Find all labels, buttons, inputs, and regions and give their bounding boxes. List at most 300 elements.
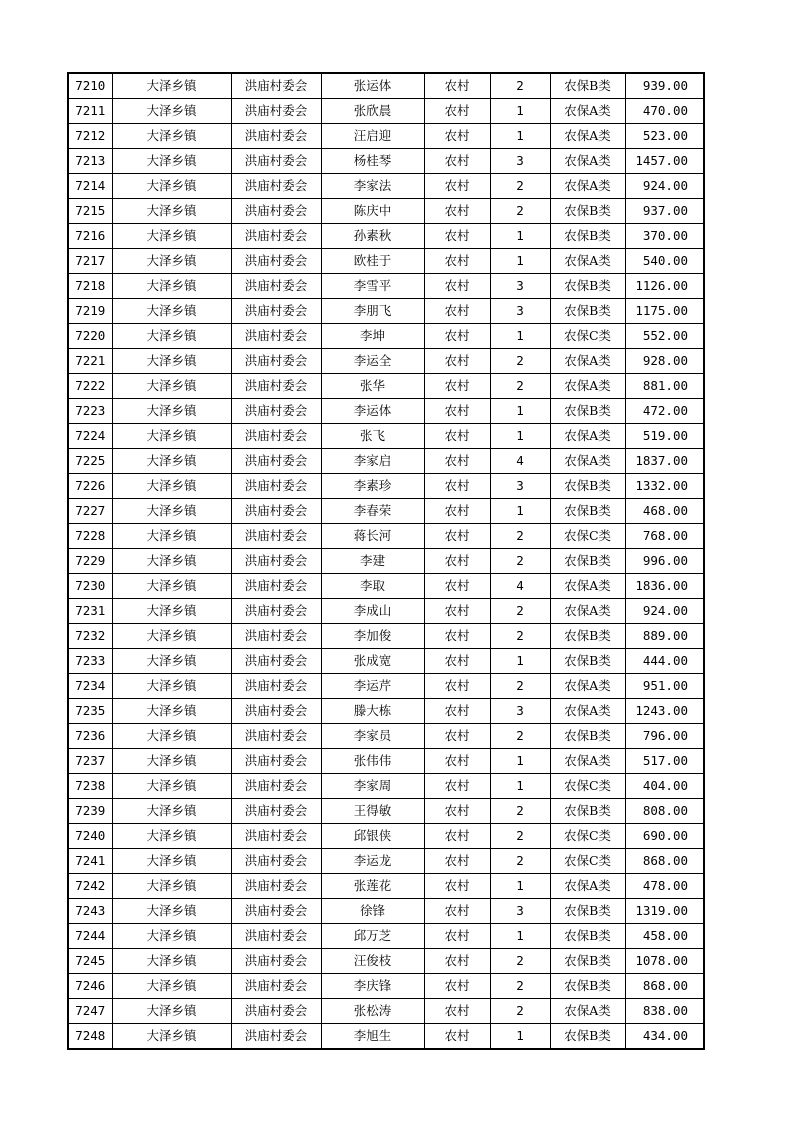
cell-area-type: 农村 (424, 549, 490, 574)
cell-town: 大泽乡镇 (112, 949, 231, 974)
cell-amount: 924.00 (625, 174, 704, 199)
cell-insurance-category: 农保C类 (550, 849, 625, 874)
table-row (68, 374, 704, 399)
cell-area-type: 农村 (424, 974, 490, 999)
cell-amount: 540.00 (625, 249, 704, 274)
cell-name: 张松涛 (321, 999, 424, 1024)
cell-amount: 1126.00 (625, 274, 704, 299)
cell-record-id: 7232 (68, 624, 112, 649)
table-row (68, 324, 704, 349)
cell-record-id: 7242 (68, 874, 112, 899)
cell-household-count: 2 (490, 974, 550, 999)
cell-area-type: 农村 (424, 949, 490, 974)
cell-household-count: 3 (490, 899, 550, 924)
table-row (68, 824, 704, 849)
cell-name: 李庆锋 (321, 974, 424, 999)
cell-amount: 690.00 (625, 824, 704, 849)
cell-name: 蒋长河 (321, 524, 424, 549)
cell-area-type: 农村 (424, 73, 490, 99)
cell-town: 大泽乡镇 (112, 299, 231, 324)
cell-household-count: 3 (490, 149, 550, 174)
cell-name: 李家启 (321, 449, 424, 474)
table-row (68, 674, 704, 699)
cell-village-committee: 洪庙村委会 (231, 649, 321, 674)
cell-area-type: 农村 (424, 199, 490, 224)
cell-area-type: 农村 (424, 724, 490, 749)
cell-name: 滕大栋 (321, 699, 424, 724)
cell-amount: 951.00 (625, 674, 704, 699)
cell-household-count: 2 (490, 824, 550, 849)
cell-amount: 1175.00 (625, 299, 704, 324)
cell-insurance-category: 农保B类 (550, 224, 625, 249)
cell-record-id: 7234 (68, 674, 112, 699)
cell-amount: 796.00 (625, 724, 704, 749)
cell-household-count: 1 (490, 399, 550, 424)
cell-village-committee: 洪庙村委会 (231, 524, 321, 549)
cell-village-committee: 洪庙村委会 (231, 449, 321, 474)
cell-record-id: 7228 (68, 524, 112, 549)
cell-town: 大泽乡镇 (112, 724, 231, 749)
cell-name: 李加俊 (321, 624, 424, 649)
cell-name: 张飞 (321, 424, 424, 449)
cell-name: 李运芹 (321, 674, 424, 699)
cell-town: 大泽乡镇 (112, 674, 231, 699)
cell-household-count: 1 (490, 324, 550, 349)
cell-village-committee: 洪庙村委会 (231, 324, 321, 349)
cell-insurance-category: 农保A类 (550, 574, 625, 599)
cell-area-type: 农村 (424, 424, 490, 449)
cell-town: 大泽乡镇 (112, 824, 231, 849)
cell-area-type: 农村 (424, 99, 490, 124)
cell-name: 李运体 (321, 399, 424, 424)
cell-household-count: 2 (490, 374, 550, 399)
cell-town: 大泽乡镇 (112, 174, 231, 199)
table-row (68, 749, 704, 774)
table-row (68, 524, 704, 549)
cell-insurance-category: 农保C类 (550, 324, 625, 349)
cell-amount: 523.00 (625, 124, 704, 149)
cell-amount: 517.00 (625, 749, 704, 774)
cell-name: 张莲花 (321, 874, 424, 899)
cell-name: 李雪平 (321, 274, 424, 299)
cell-amount: 444.00 (625, 649, 704, 674)
table-row (68, 899, 704, 924)
table-row (68, 924, 704, 949)
cell-insurance-category: 农保B类 (550, 724, 625, 749)
cell-household-count: 3 (490, 474, 550, 499)
roster-table (67, 72, 705, 1050)
cell-insurance-category: 农保B类 (550, 499, 625, 524)
cell-village-committee: 洪庙村委会 (231, 199, 321, 224)
table-row (68, 499, 704, 524)
cell-record-id: 7227 (68, 499, 112, 524)
cell-amount: 552.00 (625, 324, 704, 349)
cell-insurance-category: 农保B类 (550, 624, 625, 649)
cell-town: 大泽乡镇 (112, 374, 231, 399)
cell-village-committee: 洪庙村委会 (231, 624, 321, 649)
cell-amount: 519.00 (625, 424, 704, 449)
cell-household-count: 1 (490, 249, 550, 274)
cell-name: 李取 (321, 574, 424, 599)
cell-insurance-category: 农保B类 (550, 274, 625, 299)
table-row (68, 1024, 704, 1050)
cell-village-committee: 洪庙村委会 (231, 299, 321, 324)
cell-record-id: 7211 (68, 99, 112, 124)
cell-record-id: 7210 (68, 73, 112, 99)
cell-record-id: 7229 (68, 549, 112, 574)
cell-name: 汪俊枝 (321, 949, 424, 974)
cell-town: 大泽乡镇 (112, 124, 231, 149)
cell-area-type: 农村 (424, 299, 490, 324)
cell-insurance-category: 农保B类 (550, 799, 625, 824)
cell-amount: 838.00 (625, 999, 704, 1024)
cell-town: 大泽乡镇 (112, 499, 231, 524)
cell-record-id: 7213 (68, 149, 112, 174)
cell-village-committee: 洪庙村委会 (231, 174, 321, 199)
cell-village-committee: 洪庙村委会 (231, 149, 321, 174)
cell-household-count: 3 (490, 299, 550, 324)
table-row (68, 649, 704, 674)
table-row (68, 249, 704, 274)
cell-name: 李成山 (321, 599, 424, 624)
cell-household-count: 4 (490, 574, 550, 599)
cell-area-type: 农村 (424, 474, 490, 499)
cell-town: 大泽乡镇 (112, 649, 231, 674)
table-row (68, 549, 704, 574)
cell-record-id: 7218 (68, 274, 112, 299)
cell-household-count: 2 (490, 199, 550, 224)
cell-area-type: 农村 (424, 699, 490, 724)
cell-area-type: 农村 (424, 274, 490, 299)
table-row (68, 449, 704, 474)
cell-village-committee: 洪庙村委会 (231, 499, 321, 524)
cell-amount: 889.00 (625, 624, 704, 649)
cell-insurance-category: 农保B类 (550, 899, 625, 924)
cell-amount: 404.00 (625, 774, 704, 799)
cell-village-committee: 洪庙村委会 (231, 599, 321, 624)
cell-area-type: 农村 (424, 499, 490, 524)
cell-village-committee: 洪庙村委会 (231, 924, 321, 949)
cell-amount: 868.00 (625, 974, 704, 999)
cell-record-id: 7239 (68, 799, 112, 824)
cell-village-committee: 洪庙村委会 (231, 1024, 321, 1050)
cell-insurance-category: 农保B类 (550, 299, 625, 324)
cell-village-committee: 洪庙村委会 (231, 399, 321, 424)
cell-record-id: 7235 (68, 699, 112, 724)
cell-record-id: 7224 (68, 424, 112, 449)
cell-name: 孙素秋 (321, 224, 424, 249)
table-row (68, 849, 704, 874)
cell-village-committee: 洪庙村委会 (231, 824, 321, 849)
table-row (68, 624, 704, 649)
cell-town: 大泽乡镇 (112, 324, 231, 349)
cell-village-committee: 洪庙村委会 (231, 749, 321, 774)
cell-record-id: 7219 (68, 299, 112, 324)
cell-record-id: 7212 (68, 124, 112, 149)
cell-area-type: 农村 (424, 749, 490, 774)
cell-town: 大泽乡镇 (112, 749, 231, 774)
cell-household-count: 1 (490, 424, 550, 449)
cell-household-count: 4 (490, 449, 550, 474)
cell-village-committee: 洪庙村委会 (231, 974, 321, 999)
table-row (68, 774, 704, 799)
cell-household-count: 3 (490, 274, 550, 299)
table-row (68, 424, 704, 449)
cell-town: 大泽乡镇 (112, 799, 231, 824)
cell-household-count: 2 (490, 724, 550, 749)
table-row (68, 974, 704, 999)
cell-amount: 1078.00 (625, 949, 704, 974)
cell-town: 大泽乡镇 (112, 574, 231, 599)
cell-insurance-category: 农保A类 (550, 349, 625, 374)
table-row (68, 349, 704, 374)
cell-household-count: 3 (490, 699, 550, 724)
cell-town: 大泽乡镇 (112, 524, 231, 549)
cell-name: 李家法 (321, 174, 424, 199)
cell-town: 大泽乡镇 (112, 924, 231, 949)
table-row (68, 699, 704, 724)
cell-household-count: 2 (490, 599, 550, 624)
cell-name: 李运全 (321, 349, 424, 374)
table-row (68, 574, 704, 599)
cell-household-count: 1 (490, 124, 550, 149)
cell-insurance-category: 农保B类 (550, 649, 625, 674)
cell-insurance-category: 农保C类 (550, 524, 625, 549)
cell-amount: 996.00 (625, 549, 704, 574)
table-row (68, 299, 704, 324)
cell-record-id: 7221 (68, 349, 112, 374)
cell-name: 汪启迎 (321, 124, 424, 149)
cell-town: 大泽乡镇 (112, 474, 231, 499)
cell-amount: 924.00 (625, 599, 704, 624)
cell-amount: 1836.00 (625, 574, 704, 599)
cell-name: 张欣晨 (321, 99, 424, 124)
table-row (68, 999, 704, 1024)
cell-village-committee: 洪庙村委会 (231, 774, 321, 799)
cell-town: 大泽乡镇 (112, 774, 231, 799)
cell-record-id: 7226 (68, 474, 112, 499)
cell-record-id: 7222 (68, 374, 112, 399)
cell-household-count: 1 (490, 774, 550, 799)
table-row (68, 399, 704, 424)
cell-area-type: 农村 (424, 124, 490, 149)
cell-town: 大泽乡镇 (112, 899, 231, 924)
table-row (68, 224, 704, 249)
cell-town: 大泽乡镇 (112, 974, 231, 999)
cell-name: 李家员 (321, 724, 424, 749)
cell-insurance-category: 农保A类 (550, 424, 625, 449)
cell-insurance-category: 农保B类 (550, 949, 625, 974)
cell-area-type: 农村 (424, 649, 490, 674)
cell-amount: 1243.00 (625, 699, 704, 724)
cell-amount: 470.00 (625, 99, 704, 124)
cell-insurance-category: 农保A类 (550, 699, 625, 724)
table-row (68, 724, 704, 749)
cell-record-id: 7237 (68, 749, 112, 774)
cell-area-type: 农村 (424, 1024, 490, 1050)
cell-name: 李坤 (321, 324, 424, 349)
cell-amount: 458.00 (625, 924, 704, 949)
cell-name: 张运体 (321, 73, 424, 99)
cell-record-id: 7245 (68, 949, 112, 974)
cell-record-id: 7238 (68, 774, 112, 799)
table-row (68, 599, 704, 624)
cell-amount: 937.00 (625, 199, 704, 224)
cell-village-committee: 洪庙村委会 (231, 124, 321, 149)
cell-name: 杨桂琴 (321, 149, 424, 174)
cell-record-id: 7236 (68, 724, 112, 749)
cell-amount: 434.00 (625, 1024, 704, 1050)
cell-amount: 928.00 (625, 349, 704, 374)
cell-amount: 768.00 (625, 524, 704, 549)
cell-area-type: 农村 (424, 849, 490, 874)
cell-insurance-category: 农保A类 (550, 599, 625, 624)
cell-household-count: 1 (490, 749, 550, 774)
cell-household-count: 1 (490, 1024, 550, 1050)
cell-village-committee: 洪庙村委会 (231, 549, 321, 574)
cell-town: 大泽乡镇 (112, 874, 231, 899)
cell-area-type: 农村 (424, 324, 490, 349)
cell-name: 李建 (321, 549, 424, 574)
cell-household-count: 2 (490, 674, 550, 699)
cell-record-id: 7244 (68, 924, 112, 949)
cell-village-committee: 洪庙村委会 (231, 224, 321, 249)
cell-amount: 1837.00 (625, 449, 704, 474)
cell-record-id: 7241 (68, 849, 112, 874)
roster-body (68, 73, 704, 1049)
cell-village-committee: 洪庙村委会 (231, 949, 321, 974)
cell-area-type: 农村 (424, 149, 490, 174)
cell-household-count: 2 (490, 799, 550, 824)
cell-insurance-category: 农保A类 (550, 249, 625, 274)
cell-household-count: 1 (490, 924, 550, 949)
cell-name: 邱银侠 (321, 824, 424, 849)
cell-record-id: 7223 (68, 399, 112, 424)
cell-area-type: 农村 (424, 249, 490, 274)
cell-area-type: 农村 (424, 174, 490, 199)
cell-household-count: 2 (490, 549, 550, 574)
cell-insurance-category: 农保B类 (550, 974, 625, 999)
cell-record-id: 7214 (68, 174, 112, 199)
cell-village-committee: 洪庙村委会 (231, 374, 321, 399)
cell-town: 大泽乡镇 (112, 449, 231, 474)
cell-village-committee: 洪庙村委会 (231, 249, 321, 274)
cell-town: 大泽乡镇 (112, 624, 231, 649)
cell-town: 大泽乡镇 (112, 224, 231, 249)
table-row (68, 799, 704, 824)
cell-insurance-category: 农保A类 (550, 449, 625, 474)
cell-record-id: 7216 (68, 224, 112, 249)
cell-village-committee: 洪庙村委会 (231, 849, 321, 874)
cell-household-count: 2 (490, 949, 550, 974)
cell-town: 大泽乡镇 (112, 1024, 231, 1050)
cell-name: 李旭生 (321, 1024, 424, 1050)
table-row (68, 174, 704, 199)
cell-town: 大泽乡镇 (112, 99, 231, 124)
cell-area-type: 农村 (424, 524, 490, 549)
cell-village-committee: 洪庙村委会 (231, 474, 321, 499)
table-row (68, 199, 704, 224)
cell-insurance-category: 农保A类 (550, 674, 625, 699)
cell-record-id: 7217 (68, 249, 112, 274)
cell-name: 邱万芝 (321, 924, 424, 949)
table-row (68, 73, 704, 99)
cell-record-id: 7215 (68, 199, 112, 224)
cell-insurance-category: 农保A类 (550, 99, 625, 124)
cell-insurance-category: 农保B类 (550, 399, 625, 424)
cell-amount: 868.00 (625, 849, 704, 874)
cell-town: 大泽乡镇 (112, 599, 231, 624)
cell-area-type: 农村 (424, 799, 490, 824)
cell-town: 大泽乡镇 (112, 999, 231, 1024)
cell-area-type: 农村 (424, 924, 490, 949)
cell-name: 李朋飞 (321, 299, 424, 324)
cell-name: 欧桂于 (321, 249, 424, 274)
cell-household-count: 2 (490, 349, 550, 374)
cell-name: 李家周 (321, 774, 424, 799)
cell-village-committee: 洪庙村委会 (231, 674, 321, 699)
cell-amount: 1332.00 (625, 474, 704, 499)
cell-town: 大泽乡镇 (112, 349, 231, 374)
cell-name: 张伟伟 (321, 749, 424, 774)
table-row (68, 274, 704, 299)
cell-area-type: 农村 (424, 599, 490, 624)
cell-insurance-category: 农保A类 (550, 749, 625, 774)
cell-amount: 478.00 (625, 874, 704, 899)
cell-amount: 370.00 (625, 224, 704, 249)
cell-name: 王得敏 (321, 799, 424, 824)
cell-name: 张成宽 (321, 649, 424, 674)
cell-record-id: 7248 (68, 1024, 112, 1050)
cell-household-count: 1 (490, 649, 550, 674)
cell-record-id: 7231 (68, 599, 112, 624)
cell-town: 大泽乡镇 (112, 199, 231, 224)
cell-insurance-category: 农保B类 (550, 549, 625, 574)
cell-household-count: 1 (490, 874, 550, 899)
cell-insurance-category: 农保B类 (550, 1024, 625, 1050)
cell-name: 徐锋 (321, 899, 424, 924)
cell-town: 大泽乡镇 (112, 249, 231, 274)
cell-amount: 808.00 (625, 799, 704, 824)
cell-household-count: 2 (490, 849, 550, 874)
cell-name: 李运龙 (321, 849, 424, 874)
cell-household-count: 1 (490, 499, 550, 524)
cell-name: 李春荣 (321, 499, 424, 524)
cell-insurance-category: 农保A类 (550, 374, 625, 399)
cell-name: 李素珍 (321, 474, 424, 499)
cell-record-id: 7243 (68, 899, 112, 924)
cell-record-id: 7247 (68, 999, 112, 1024)
cell-record-id: 7225 (68, 449, 112, 474)
cell-town: 大泽乡镇 (112, 549, 231, 574)
cell-record-id: 7246 (68, 974, 112, 999)
cell-town: 大泽乡镇 (112, 73, 231, 99)
cell-town: 大泽乡镇 (112, 274, 231, 299)
cell-name: 陈庆中 (321, 199, 424, 224)
cell-household-count: 2 (490, 524, 550, 549)
cell-town: 大泽乡镇 (112, 699, 231, 724)
cell-area-type: 农村 (424, 449, 490, 474)
cell-village-committee: 洪庙村委会 (231, 799, 321, 824)
cell-area-type: 农村 (424, 224, 490, 249)
cell-insurance-category: 农保A类 (550, 999, 625, 1024)
cell-area-type: 农村 (424, 574, 490, 599)
cell-area-type: 农村 (424, 349, 490, 374)
cell-household-count: 2 (490, 999, 550, 1024)
table-row (68, 949, 704, 974)
cell-household-count: 2 (490, 73, 550, 99)
cell-village-committee: 洪庙村委会 (231, 99, 321, 124)
